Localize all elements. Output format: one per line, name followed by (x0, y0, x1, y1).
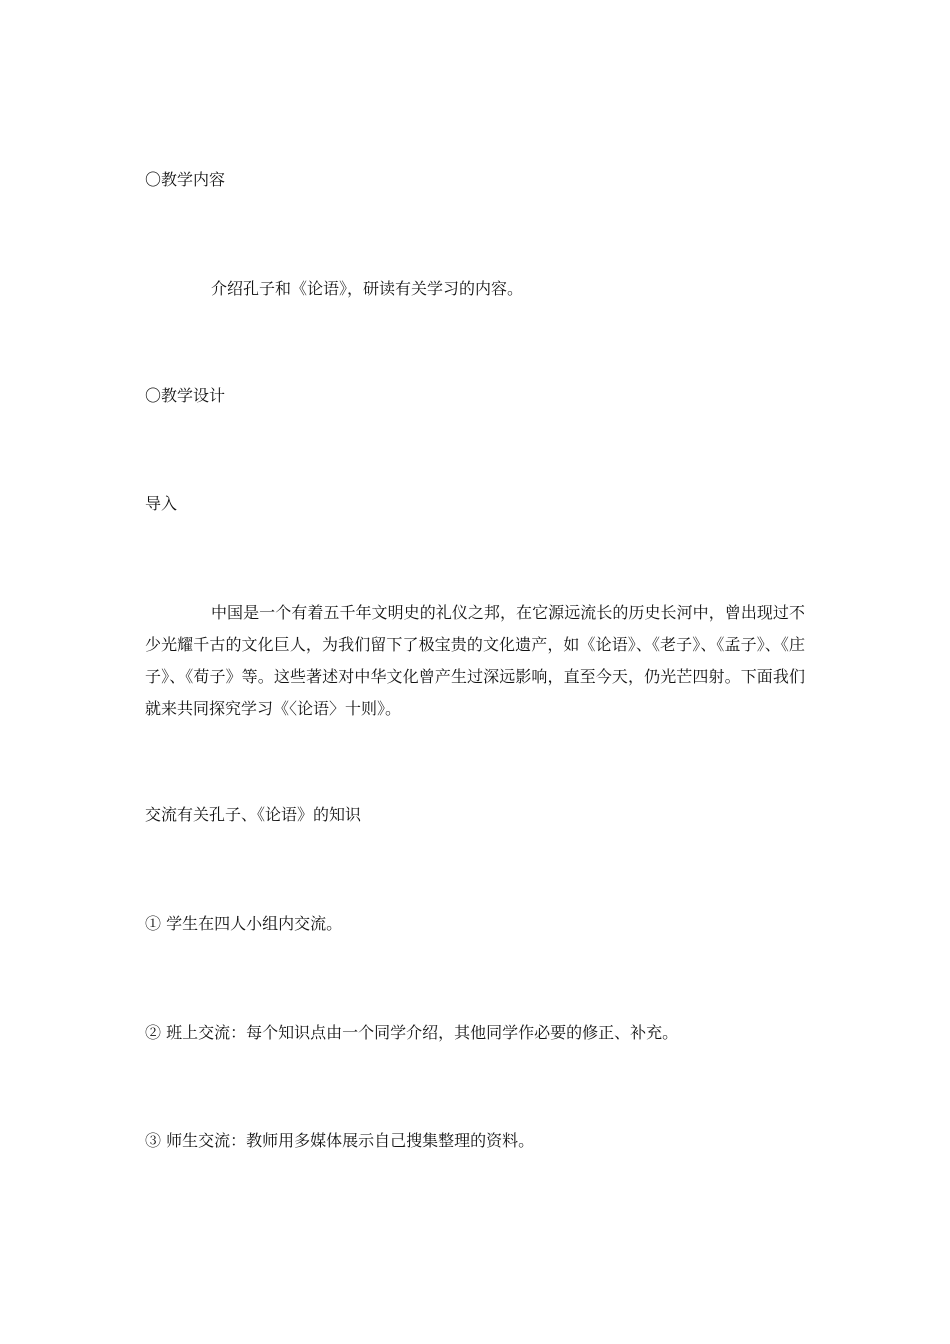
step-item: ① 学生在四人小组内交流。 (145, 914, 343, 933)
intro-heading: 导入 (145, 494, 178, 513)
exchange-heading: 交流有关孔子、《论语》的知识 (145, 805, 362, 824)
section-heading-teaching-design: 〇教学设计 (145, 386, 226, 405)
step-item: ③ 师生交流：教师用多媒体展示自己搜集整理的资料。 (145, 1131, 535, 1150)
section-heading-teaching-content: 〇教学内容 (145, 170, 226, 189)
step-item: ② 班上交流：每个知识点由一个同学介绍，其他同学作必要的修正、补充。 (145, 1023, 679, 1042)
teaching-content-text: 介绍孔子和《论语》，研读有关学习的内容。 (211, 279, 524, 298)
intro-paragraph: 中国是一个有着五千年文明史的礼仪之邦，在它源远流长的历史长河中，曾出现过不少光耀千古的文化巨人，为我们留下了极宝贵的文化遗产，如《论语》、《老子》、《孟子》、《庄子》、《荀子》等。这些著述对中华文化曾产生过深远影响，直至今天，仍光芒四射。下面我们就来共同探究学习《〈论语〉十则》。 (145, 603, 805, 718)
